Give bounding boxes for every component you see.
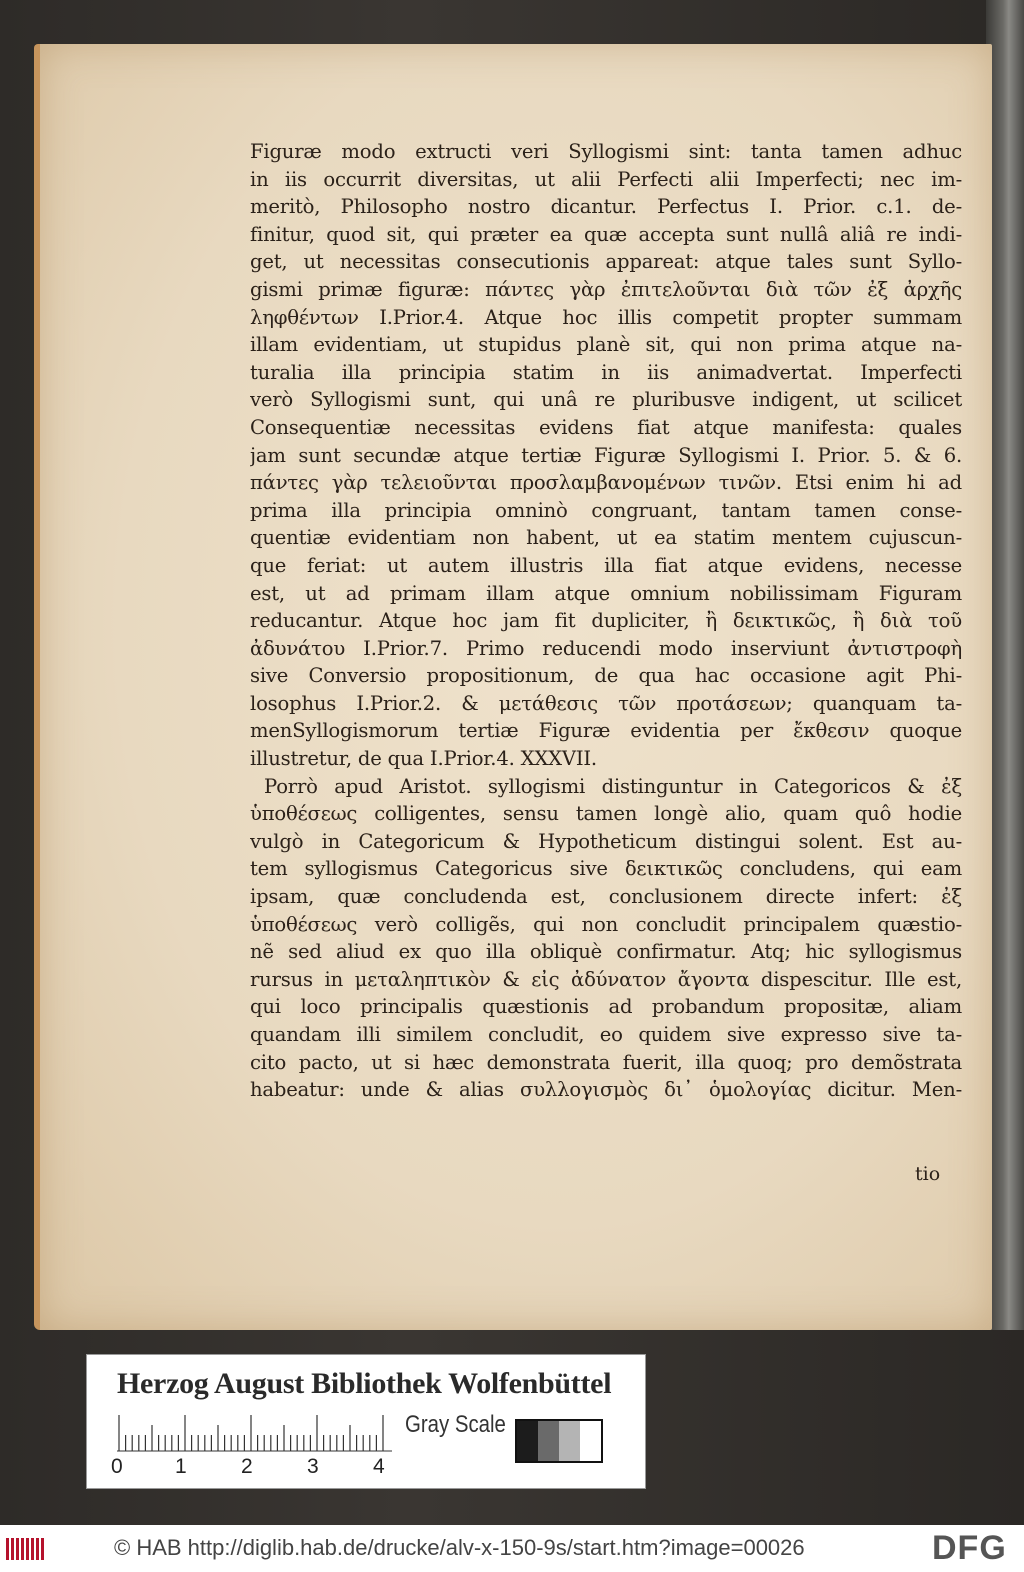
- text-line: ληφθέντων I.Prior.4. Atque hoc illis competit propter summam: [250, 305, 962, 329]
- gray-swatch-dark: [538, 1421, 559, 1461]
- text-line: reducantur. Atque hoc jam fit dupliciter, ἢ δεικτικῶς, ἢ διὰ τοῦ: [250, 609, 962, 633]
- paragraph-line: tem syllogismus Categoricus sive δεικτικῶς concludens, qui eam: [250, 857, 962, 881]
- text-line: in iis occurrit diversitas, ut alii Perfecti alii Imperfecti; nec im-: [250, 167, 962, 191]
- gray-scale-label: Gray Scale: [405, 1411, 506, 1438]
- gray-swatch-white: [580, 1421, 601, 1461]
- paragraph-line: ὑποθέσεως colligentes, sensu tamen longè alio, quam quô hodie: [250, 802, 962, 826]
- text-line: menSyllogismorum tertiæ Figuræ evidentia per ἔκθεσιν quoque: [250, 719, 962, 743]
- text-line: jam sunt secundæ atque tertiæ Figuræ Syllogismi I. Prior. 5. & 6.: [250, 443, 962, 467]
- ruler-number: 4: [373, 1455, 385, 1478]
- section-number-line: illustretur, de qua I.Prior.4. XXXVII.: [250, 747, 597, 771]
- paragraph-line: habeatur: unde & alias συλλογισμὸς δι᾽ ὁμολογίας dicitur. Men-: [250, 1078, 962, 1102]
- paragraph-line: ὑποθέσεως verò colligẽs, qui non concludit principalem quæstio-: [250, 912, 962, 936]
- footer-bar: [0, 1525, 1024, 1572]
- gray-swatch-black: [517, 1421, 538, 1461]
- page-text: [250, 138, 962, 1188]
- text-line: get, ut necessitas consecutionis appareat: atque tales sunt Syllo-: [250, 250, 962, 274]
- paragraph-line: cito pacto, ut si hæc demonstrata fuerit, illa quoq; pro demõstrata: [250, 1050, 962, 1074]
- paragraph-line: rursus in μεταληπτικὸν & εἰς ἀδύνατον ἄγοντα dispescitur. Ille est,: [250, 967, 962, 991]
- text-line: gismi primæ figuræ: πάντες γὰρ ἐπιτελοῦνται διὰ τῶν ἐξ ἀρχῆς: [250, 277, 962, 301]
- text-line: quentiæ evidentiam non habent, ut ea statim mentem cujuscun-: [250, 526, 962, 550]
- gray-scale-swatch: [515, 1419, 603, 1463]
- source-url-text: © HAB http://diglib.hab.de/drucke/alv-x-150-9s/start.htm?image=00026: [114, 1535, 805, 1560]
- dfg-logo: DFG: [932, 1529, 1007, 1567]
- text-line: verò Syllogismi sunt, qui unâ re pluribusve indigent, ut scilicet: [250, 388, 962, 412]
- paragraph-line: vulgò in Categoricum & Hypotheticum distingui solent. Est au-: [250, 829, 962, 853]
- text-line: Figuræ modo extructi veri Syllogismi sint: tanta tamen adhuc: [250, 140, 962, 163]
- text-line: Consequentiæ necessitas evidens fiat atque manifesta: quales: [250, 415, 962, 439]
- ruler-number: 3: [307, 1455, 319, 1478]
- text-line: πάντες γὰρ τελειοῦνται προσλαμβανομένων τινῶν. Etsi enim hi ad: [250, 471, 962, 495]
- text-line: turalia illa principia statim in iis animadvertat. Imperfecti: [250, 360, 962, 384]
- paragraph-line: nẽ sed aliud ex quo illa obliquè confirmatur. Atq; hic syllogismus: [250, 940, 962, 964]
- text-line: losophus I.Prior.2. & μετάθεσις τῶν προτάσεων; quanquam ta-: [250, 691, 962, 715]
- text-line: que feriat: ut autem illustris illa fiat atque evidens, necesse: [250, 553, 962, 577]
- paragraph-line: Porrò apud Aristot. syllogismi distinguntur in Categoricos & ἐξ: [264, 774, 962, 798]
- measurement-ruler: [117, 1413, 392, 1453]
- text-line: prima illa principia omninò congruant, tantam tamen conse-: [250, 498, 962, 522]
- ruler-number: 0: [111, 1455, 123, 1478]
- gray-swatch-light: [559, 1421, 580, 1461]
- ruler-numbers: [111, 1455, 411, 1481]
- paragraph-line: quandam illi similem concludit, eo quidem sive expresso sive ta-: [250, 1023, 962, 1046]
- text-line: meritò, Philosopho nostro dicantur. Perfectus I. Prior. c.1. de-: [250, 195, 962, 219]
- paragraph-line: ipsam, quæ concludenda est, conclusionem directe infert: ἐξ: [250, 885, 962, 909]
- library-color-card: [86, 1354, 646, 1489]
- ruler-number: 1: [175, 1455, 187, 1478]
- hab-logo-icon: [4, 1534, 46, 1564]
- library-name: Herzog August Bibliothek Wolfenbüttel: [117, 1367, 612, 1400]
- text-line: ἀδυνάτου I.Prior.7. Primo reducendi modo inserviunt ἀντιστροφὴ: [250, 636, 962, 660]
- text-line: est, ut ad primam illam atque omnium nobilissimam Figuram: [250, 581, 962, 605]
- catchword: tio: [915, 1163, 941, 1185]
- text-line: finitur, quod sit, qui præter ea quæ accepta sunt nullâ aliâ re indi-: [250, 222, 962, 246]
- text-line: sive Conversio propositionum, de qua hac occasione agit Phi-: [250, 664, 962, 688]
- paragraph-line: qui loco principalis quæstionis ad probandum propositæ, aliam: [250, 995, 962, 1019]
- ruler-number: 2: [241, 1455, 253, 1478]
- text-line: illam evidentiam, ut stupidus planè sit, qui non prima atque na-: [250, 333, 962, 357]
